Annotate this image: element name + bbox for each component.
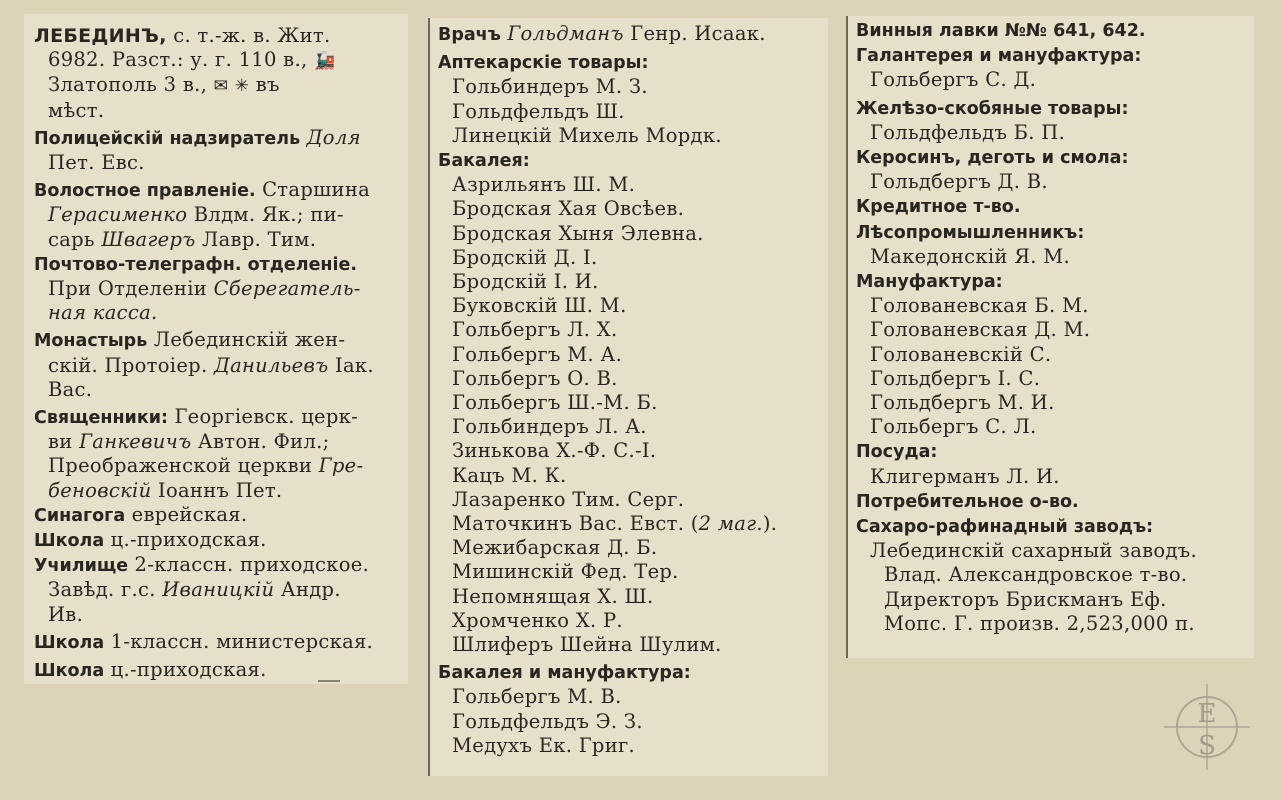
list-item: Буковскій Ш. М. bbox=[452, 294, 627, 318]
police-heading: Полицейскій надзиратель bbox=[34, 128, 301, 149]
grocery-manufactory-heading: Бакалея и мануфактура: bbox=[438, 663, 691, 684]
list-item: Лазаренко Тим. Серг. bbox=[452, 487, 685, 511]
entry-town: ЛЕБЕДИНЪ, с. т.-ж. в. Жит. bbox=[34, 24, 331, 47]
entry-priests: Священники: Георгіевск. церк- bbox=[34, 405, 359, 429]
dishes-heading: Посуда: bbox=[856, 442, 938, 463]
list-item: Бродская Хыня Элевна. bbox=[452, 221, 704, 245]
sugar-heading: Сахаро-рафинадный заводъ: bbox=[856, 517, 1154, 538]
consumer-heading: Потребительное о-во. bbox=[856, 491, 1079, 512]
list-item: Бродскій Д. І. bbox=[452, 245, 598, 269]
entry-doctor: Врачъ Гольдманъ Генр. Исаак. bbox=[438, 22, 766, 45]
list-item: Бродскій І. И. bbox=[452, 270, 599, 294]
list-item: Азрильянъ Ш. М. bbox=[452, 173, 636, 197]
list-item: Гольбергъ Л. Х. bbox=[452, 318, 618, 342]
list-item: Клигерманъ Л. И. bbox=[870, 464, 1060, 488]
divider-dash bbox=[318, 680, 340, 682]
grocery-heading: Бакалея: bbox=[438, 151, 530, 172]
entry-school-parish: Школа ц.-приходская. bbox=[34, 528, 267, 552]
entry-school-ministry: Школа 1-классн. министерская. bbox=[34, 629, 374, 653]
pharmacy-heading: Аптекарскіе товары: bbox=[438, 53, 649, 74]
monastery-heading: Монастырь bbox=[34, 331, 148, 352]
list-item: Шлиферъ Шейна Шулим. bbox=[452, 633, 722, 657]
entry-synagogue: Синагога еврейская. bbox=[34, 502, 248, 526]
priests-heading: Священники: bbox=[34, 408, 168, 429]
list-item: Гольдбергъ Д. В. bbox=[870, 170, 1048, 194]
volost-heading: Волостное правленіе. bbox=[34, 181, 256, 202]
town-name: ЛЕБЕДИНЪ, bbox=[34, 25, 167, 47]
list-item: Мишинскій Фед. Тер. bbox=[452, 560, 679, 584]
entry-post bbox=[34, 252, 408, 277]
list-item: Гольбергъ М. А. bbox=[452, 342, 623, 366]
school-heading: Школа bbox=[34, 661, 105, 682]
college-heading: Училище bbox=[34, 556, 129, 577]
timber-list bbox=[856, 245, 1254, 269]
list-item: Межибарская Д. Б. bbox=[452, 536, 658, 560]
grocery-list bbox=[438, 173, 828, 512]
list-item: Маточкинъ Вас. Евст. (2 маг.). bbox=[452, 512, 778, 536]
list-item: Медухъ Ек. Григ. bbox=[452, 733, 636, 757]
wine-heading: Винныя лавки №№ 641, 642. bbox=[856, 21, 1146, 41]
haberdashery-heading: Галантерея и мануфактура: bbox=[856, 46, 1142, 67]
list-item: Гольдфельдъ Ш. bbox=[452, 99, 625, 123]
doctor-heading: Врачъ bbox=[438, 25, 501, 45]
list-item: Голованевская Д. М. bbox=[870, 318, 1091, 342]
manufactory-list bbox=[856, 294, 1254, 439]
entry-volost: Волостное правленіе. Старшина bbox=[34, 178, 371, 202]
column-middle bbox=[428, 18, 828, 776]
watermark-letter-e: E bbox=[1197, 699, 1217, 729]
list-item: Македонскій Я. М. bbox=[870, 244, 1071, 268]
list-item: Гольбиндеръ Л. А. bbox=[452, 415, 647, 439]
telegraph-icon: ✳ bbox=[234, 76, 250, 97]
list-item: Голованевская Б. М. bbox=[870, 294, 1089, 318]
entry-monastery: Монастырь Лебединскій жен- bbox=[34, 328, 346, 352]
manufactory-heading: Мануфактура: bbox=[856, 272, 1003, 293]
entry-college: Училище 2-классн. приходское. bbox=[34, 553, 370, 577]
town-line-4: мѣст. bbox=[48, 98, 105, 122]
list-item: Гольбиндеръ М. З. bbox=[452, 75, 648, 99]
hardware-heading: Желѣзо-скобяные товары: bbox=[856, 98, 1129, 119]
entry-school-parish-2: Школа ц.-приходская. bbox=[34, 658, 267, 682]
column-left: ЛЕБЕДИНЪ, с. т.-ж. в. Жит. 6982. Разст.: у. г. 110 в., 🚂 Златополь 3 в., ✉ ✳ въ мѣст. Полицейскій надзиратель Доля Пет. Евс. Волостное правленіе. Старшина Герасименко Влдм. Як.; пи- сарь Швагеръ Лавр. Тим. Почтово-телеграфн. отделеніе. При Отделеніи Сберегатель- ная касса. Монастырь Лебединскій жен- скій. Протоіер. Данильевъ Іак. Вас. Священники: Георгіевск. церк- ви Ганкевичъ Автон. Фил.; Преображенской церкви Гре- беновскій Іоаннъ Пет. Синагога еврейская. Школа ц.-приходская. Училище 2-классн. приходское. Завѣд. г.с. Иваницкій Андр. Ив. Школа 1-классн. министерская. Школа ц.-приходская. bbox=[24, 14, 408, 684]
list-item: Бродская Хая Овсѣев. bbox=[452, 197, 685, 221]
list-item: Гольбергъ Ш.-М. Б. bbox=[452, 391, 658, 415]
kerosene-list bbox=[856, 170, 1254, 194]
list-item: Гольбергъ О. В. bbox=[452, 366, 618, 390]
list-item: Линецкій Михель Мордк. bbox=[452, 123, 722, 147]
town-line-2: 6982. Разст.: у. г. 110 в., 🚂 bbox=[48, 48, 336, 72]
railway-icon: 🚂 bbox=[313, 51, 336, 72]
list-item: Хромченко Х. Р. bbox=[452, 608, 623, 632]
sugar-line: Мопс. Г. произв. 2,523,000 п. bbox=[884, 611, 1195, 635]
pharmacy-list bbox=[438, 75, 828, 148]
list-item: Гольбергъ С. Л. bbox=[870, 415, 1037, 439]
watermark-letter-s: S bbox=[1198, 731, 1216, 761]
dishes-list bbox=[856, 465, 1254, 489]
post-heading: Почтово-телеграфн. отделеніе. bbox=[34, 254, 358, 275]
list-item: Гольдбергъ М. И. bbox=[870, 391, 1055, 415]
credit-heading: Кредитное т-во. bbox=[856, 197, 1021, 218]
column-right bbox=[846, 16, 1254, 658]
hardware-list bbox=[856, 121, 1254, 145]
list-item: Гольбергъ С. Д. bbox=[870, 68, 1037, 92]
list-item: Голованевскій С. bbox=[870, 342, 1052, 366]
list-item: Гольдфельдъ Э. З. bbox=[452, 709, 643, 733]
sugar-line: Лебединскій сахарный заводъ. bbox=[870, 539, 1197, 563]
sugar-line: Влад. Александровское т-во. bbox=[884, 563, 1188, 587]
list-item: Гольдбергъ І. С. bbox=[870, 366, 1041, 390]
grocery-list-continued bbox=[438, 536, 828, 657]
watermark-logo bbox=[1164, 684, 1250, 770]
mail-icon: ✉ bbox=[213, 76, 229, 97]
grocery-manufactory-list bbox=[438, 685, 828, 758]
synagogue-heading: Синагога bbox=[34, 505, 126, 526]
list-item: Кацъ М. К. bbox=[452, 463, 567, 487]
sugar-line: Директоръ Брискманъ Еф. bbox=[884, 587, 1167, 611]
school-heading: Школа bbox=[34, 632, 105, 653]
kerosene-heading: Керосинъ, деготь и смола: bbox=[856, 148, 1129, 169]
school-heading: Школа bbox=[34, 531, 105, 552]
town-line-3: Златополь 3 в., ✉ ✳ въ bbox=[48, 73, 280, 97]
entry-police: Полицейскій надзиратель Доля bbox=[34, 125, 361, 149]
list-item: Гольбергъ М. В. bbox=[452, 685, 622, 709]
haberdashery-list bbox=[856, 68, 1254, 92]
list-item: Гольдфельдъ Б. П. bbox=[870, 120, 1066, 144]
list-item: Непомнящая Х. Ш. bbox=[452, 584, 654, 608]
timber-heading: Лѣсопромышленникъ: bbox=[856, 222, 1085, 243]
list-item: Зинькова Х.-Ф. С.-І. bbox=[452, 439, 657, 463]
